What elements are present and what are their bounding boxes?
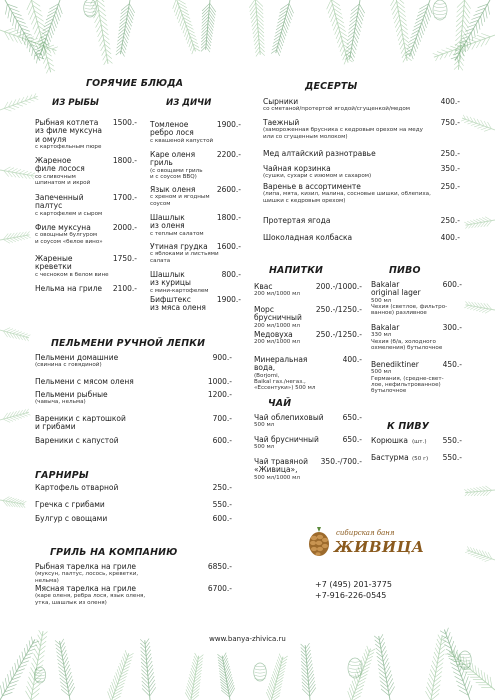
- fish-item-desc: с картофелем и сыром: [35, 210, 103, 217]
- fish-item-name: Рыбная котлета из филе муксуна и омуля: [35, 118, 103, 144]
- garnish-item-price: 550.-: [212, 500, 232, 509]
- grill-item-desc: (муксун, палтус, лосось, креветки, нельма): [35, 571, 139, 584]
- drinks-item-name: Минеральная вода,: [254, 355, 308, 373]
- game-item-desc: (с овощами гриль и с соусом BBQ): [150, 167, 203, 181]
- fish-item-desc: со сливочным шпинатом и икрой: [35, 173, 91, 187]
- dessert-item-price: 250.-: [440, 182, 460, 191]
- fish-item-price: 1800.-: [112, 156, 137, 165]
- tea-item-price: 650.-: [342, 413, 362, 422]
- garnish-item-name: Булгур с овощами: [35, 514, 108, 523]
- tobeer-item-name: Корюшка: [371, 436, 408, 445]
- dessert-item-price: 250.-: [440, 149, 460, 158]
- to-beer-heading: К ПИВУ: [387, 421, 430, 432]
- dessert-item-name: Варенье в ассортименте: [263, 182, 361, 191]
- beer-item-desc: 500 мл Германия, (средне-свет- лое, нефильтрованное) бутылочное: [371, 369, 444, 395]
- drinks-item-name: Морс брусничный: [254, 305, 302, 323]
- garnish-item-name: Картофель отварной: [35, 483, 119, 492]
- pelmeni-item-name: Пельмени с мясом оленя: [35, 377, 134, 386]
- logo-subtitle: сибирская баня: [336, 529, 395, 537]
- tea-item-name: Чай травяной «Живица»,: [254, 457, 309, 475]
- tea-item-price: 650.-: [342, 435, 362, 444]
- dessert-item-price: 350.-: [440, 164, 460, 173]
- tea-heading: ЧАЙ: [268, 398, 292, 409]
- website-link[interactable]: www.banya-zhivica.ru: [209, 635, 286, 643]
- drinks-item-price: 200.-/1000.-: [315, 282, 362, 291]
- fish-item-name: Филе муксуна: [35, 223, 91, 232]
- pelmeni-item-price: 900.-: [212, 353, 232, 362]
- fish-item-price: 2100.-: [112, 284, 137, 293]
- phone-2[interactable]: +7-916-226-0545: [315, 591, 387, 600]
- fish-item-price: 1700.-: [112, 193, 137, 202]
- pelmeni-item-price: 600.-: [212, 436, 232, 445]
- game-item-name: Каре оленя гриль: [150, 150, 196, 168]
- game-item-price: 800.-: [221, 270, 241, 279]
- logo-title: ЖИВИЦА: [334, 538, 425, 556]
- tobeer-item-unit: (шт.): [412, 438, 427, 445]
- game-item-name: Шашлык из оленя: [150, 213, 185, 231]
- pelmeni-heading: ПЕЛЬМЕНИ РУЧНОЙ ЛЕПКИ: [51, 338, 206, 349]
- game-item-name: Утиная грудка: [150, 242, 208, 251]
- dessert-item-price: 400.-: [440, 233, 460, 242]
- pelmeni-item-name: Пельмени домашние: [35, 353, 119, 362]
- drinks-item-desc: 200 мл/1000 мл: [254, 322, 300, 329]
- dessert-item-name: Таежный: [263, 118, 300, 127]
- beer-item-desc: 500 мл Чехия (светлое, фильтро- ванное) разливное: [371, 297, 448, 317]
- drinks-item-price: 250.-/1250.-: [315, 305, 362, 314]
- tea-item-price: 350.-/700.-: [320, 457, 362, 466]
- drinks-item-name: Квас: [254, 282, 273, 291]
- grill-heading: ГРИЛЬ НА КОМПАНИЮ: [50, 547, 178, 558]
- drinks-item-price: 400.-: [342, 355, 362, 364]
- game-item-name: Шашлык из курицы: [150, 270, 191, 288]
- pelmeni-item-price: 1000.-: [207, 377, 232, 386]
- tobeer-item-unit: (50 г): [412, 455, 429, 462]
- dessert-item-name: Мед алтайский разнотравье: [263, 149, 376, 158]
- phone-1[interactable]: +7 (495) 201-3775: [315, 580, 392, 589]
- game-item-price: 1600.-: [216, 242, 241, 251]
- game-item-name: Язык оленя: [150, 185, 196, 194]
- grill-item-name: Мясная тарелка на гриле: [35, 584, 137, 593]
- dessert-item-price: 400.-: [440, 97, 460, 106]
- beer-item-name: Bakalar: [371, 323, 400, 332]
- dessert-item-desc: (замороженная брусника с кедровым орехом на меду или со сгущенным молоком): [263, 127, 423, 140]
- game-item-desc: с мини-картофелем: [150, 287, 209, 294]
- pelmeni-item-name: Вареники с капустой: [35, 436, 119, 445]
- fish-item-price: 2000.-: [112, 223, 137, 232]
- tobeer-item-price: 550.-: [442, 436, 462, 445]
- drinks-item-desc: 200 мл/1000 мл: [254, 339, 300, 346]
- dessert-item-desc: со сметаной/протертой ягодой/сгущенкой/медом: [263, 106, 410, 113]
- game-subheading: ИЗ ДИЧИ: [166, 98, 212, 108]
- garnish-heading: ГАРНИРЫ: [35, 470, 89, 481]
- grill-item-name: Рыбная тарелка на гриле: [35, 562, 136, 571]
- game-item-name: Томленое ребро лося: [150, 120, 194, 138]
- tea-item-desc: 500 мл: [254, 422, 275, 429]
- dessert-item-name: Сырники: [263, 97, 299, 106]
- game-item-desc: с теплым салатом: [150, 230, 204, 237]
- pelmeni-item-desc: (свинина с говядиной): [35, 362, 102, 369]
- fish-item-price: 1500.-: [112, 118, 137, 127]
- desserts-heading: ДЕСЕРТЫ: [305, 81, 358, 92]
- grill-item-price: 6700.-: [207, 584, 232, 593]
- grill-item-price: 6850.-: [207, 562, 232, 571]
- fish-subheading: ИЗ РЫБЫ: [52, 98, 99, 108]
- dessert-item-price: 750.-: [440, 118, 460, 127]
- pelmeni-item-price: 700.-: [212, 414, 232, 423]
- drinks-heading: НАПИТКИ: [269, 265, 324, 276]
- hot-dishes-heading: ГОРЯЧИЕ БЛЮДА: [86, 78, 184, 89]
- beer-item-price: 600.-: [442, 280, 462, 289]
- tea-item-desc: 500 мл: [254, 444, 275, 451]
- pelmeni-item-name: Вареники с картошкой и грибами: [35, 414, 126, 432]
- fish-item-desc: с овощным булгуром и соусом «белое вино»: [35, 232, 103, 245]
- fish-item-desc: с картофельным пюре: [35, 144, 102, 151]
- game-item-desc: с хреном и ягодным соусом: [150, 194, 210, 207]
- pelmeni-item-desc: (чавыча, нельма): [35, 399, 86, 406]
- pelmeni-item-name: Пельмени рыбные: [35, 390, 108, 399]
- drinks-item-name: Медовуха: [254, 330, 293, 339]
- dessert-item-desc: (липа, мята, кизил, малина, сосновые шишки, облепиха, шишки с кедровым орехом): [263, 191, 431, 204]
- garnish-item-price: 600.-: [212, 514, 232, 523]
- drinks-item-desc: 200 мл/1000 мл: [254, 291, 300, 298]
- beer-item-name: Benediktiner: [371, 360, 419, 369]
- tea-item-name: Чай брусничный: [254, 435, 319, 444]
- game-item-price: 2200.-: [216, 150, 241, 159]
- dessert-item-desc: (сушки, сухари с изюмом и сахаром): [263, 173, 372, 180]
- beer-item-name: Bakalar original lager: [371, 280, 421, 298]
- tea-item-desc: 500 мл/1000 мл: [254, 474, 300, 481]
- drinks-item-desc: (Borjomi, Baikal газ./негаз., «Ессентуки») 500 мл: [254, 372, 316, 392]
- game-item-name: Бифштекс из мяса оленя: [150, 295, 206, 313]
- game-item-price: 1900.-: [216, 295, 241, 304]
- fish-item-desc: с чесноком в белом вине: [35, 271, 109, 278]
- pelmeni-item-price: 1200.-: [207, 390, 232, 399]
- tea-item-name: Чай облепиховый: [254, 413, 324, 422]
- game-item-desc: с квашеной капустой: [150, 137, 214, 144]
- grill-item-desc: (каре оленя, ребра лося, язык оленя, утка, шашлык из оленя): [35, 593, 146, 606]
- beer-heading: ПИВО: [389, 265, 421, 276]
- garnish-item-name: Гречка с грибами: [35, 500, 105, 509]
- tobeer-item-price: 550.-: [442, 453, 462, 462]
- drinks-item-price: 250.-/1250.-: [315, 330, 362, 339]
- dessert-item-name: Шоколадная колбаска: [263, 233, 353, 242]
- dessert-item-price: 250.-: [440, 216, 460, 225]
- game-item-price: 2600.-: [216, 185, 241, 194]
- beer-item-price: 300.-: [442, 323, 462, 332]
- fish-item-name: Жареное филе лосося: [35, 156, 85, 174]
- game-item-price: 1900.-: [216, 120, 241, 129]
- dessert-item-name: Протертая ягода: [263, 216, 331, 225]
- fish-item-name: Нельма на гриле: [35, 284, 102, 293]
- beer-item-desc: 330 мл Чехия (б/а, холодного охмеления) бутылочное: [371, 332, 443, 351]
- fish-item-price: 1750.-: [112, 254, 137, 263]
- pine-cone-logo-icon: [304, 526, 334, 558]
- tobeer-item-name: Бастурма: [371, 453, 409, 462]
- fish-item-name: Жареные креветки: [35, 254, 73, 272]
- dessert-item-name: Чайная корзинка: [263, 164, 331, 173]
- beer-item-price: 450.-: [442, 360, 462, 369]
- game-item-price: 1800.-: [216, 213, 241, 222]
- garnish-item-price: 250.-: [212, 483, 232, 492]
- fish-item-name: Запеченный палтус: [35, 193, 84, 211]
- game-item-desc: с яблоками и листьями салата: [150, 251, 219, 264]
